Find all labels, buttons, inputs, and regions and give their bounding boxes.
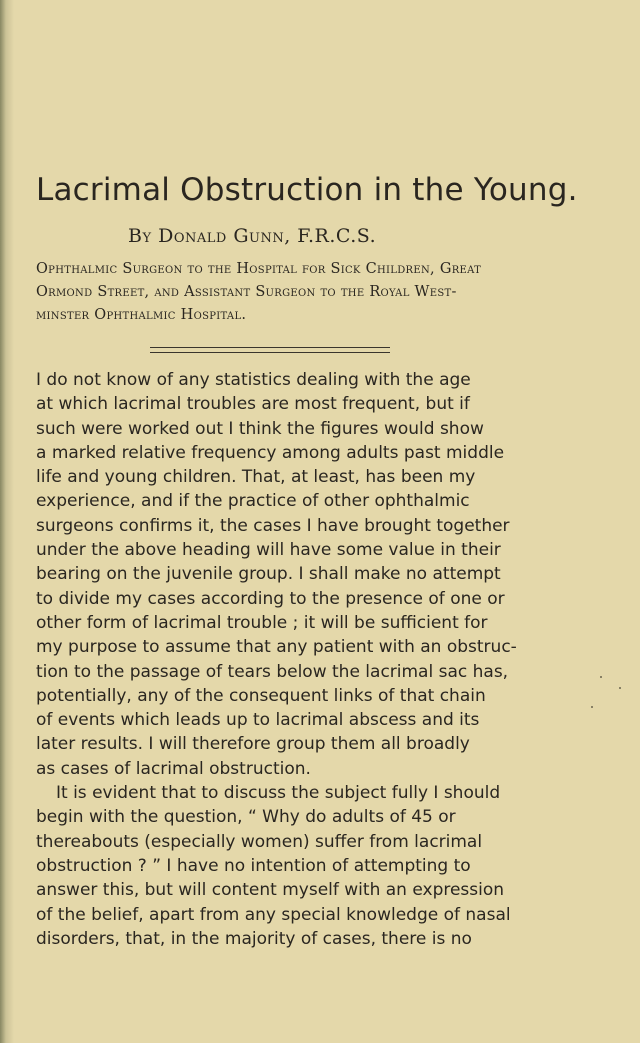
article-body bbox=[36, 368, 616, 951]
affiliation-line: Ophthalmic Surgeon to the Hospital for Sick Children, Great bbox=[36, 261, 482, 277]
body-line: bearing on the juvenile group. I shall make no attempt bbox=[36, 564, 501, 585]
body-line: of the belief, apart from any special knowledge of nasal bbox=[36, 904, 511, 925]
paper-speck bbox=[600, 676, 602, 678]
body-line: tion to the passage of tears below the lacrimal sac has, bbox=[36, 661, 509, 682]
body-line: experience, and if the practice of other ophthalmic bbox=[36, 491, 470, 512]
paper-speck bbox=[591, 706, 593, 708]
section-divider-bottom bbox=[150, 352, 390, 353]
body-line: of events which leads up to lacrimal abscess and its bbox=[36, 710, 480, 731]
body-line: my purpose to assume that any patient with an obstruc- bbox=[36, 637, 517, 658]
body-line: I do not know of any statistics dealing with the age bbox=[36, 370, 471, 390]
body-line: potentially, any of the consequent links of that chain bbox=[36, 685, 486, 706]
paper-speck bbox=[619, 687, 621, 689]
body-line: answer this, but will content myself with an expression bbox=[36, 880, 505, 901]
body-line: thereabouts (especially women) suffer from lacrimal bbox=[36, 831, 483, 852]
author-affiliation bbox=[36, 258, 616, 327]
body-line: obstruction ? ” I have no intention of attempting to bbox=[36, 855, 471, 876]
body-line: as cases of lacrimal obstruction. bbox=[36, 758, 311, 779]
affiliation-line: minster Ophthalmic Hospital. bbox=[36, 307, 247, 323]
body-line: begin with the question, “ Why do adults of 45 or bbox=[36, 807, 456, 828]
affiliation-line: Ormond Street, and Assistant Surgeon to the Royal West- bbox=[36, 284, 457, 300]
body-line: to divide my cases according to the presence of one or bbox=[36, 588, 505, 609]
body-line: It is evident that to discuss the subject fully I should bbox=[56, 783, 501, 804]
author-byline: By Donald Gunn, F.R.C.S. bbox=[128, 225, 377, 247]
body-line: under the above heading will have some value in their bbox=[36, 540, 501, 561]
body-line: disorders, that, in the majority of cases, there is no bbox=[36, 928, 472, 949]
body-line: such were worked out I think the figures would show bbox=[36, 418, 484, 439]
body-line: life and young children. That, at least, has been my bbox=[36, 467, 476, 488]
body-line: a marked relative frequency among adults past middle bbox=[36, 442, 505, 463]
section-divider-top bbox=[150, 347, 390, 348]
article-title: Lacrimal Obstruction in the Young. bbox=[36, 172, 578, 208]
body-line: at which lacrimal troubles are most frequent, but if bbox=[36, 394, 470, 415]
body-line: surgeons confirms it, the cases I have brought together bbox=[36, 515, 510, 536]
body-line: later results. I will therefore group them all broadly bbox=[36, 734, 470, 755]
body-line: other form of lacrimal trouble ; it will be sufficient for bbox=[36, 612, 488, 633]
